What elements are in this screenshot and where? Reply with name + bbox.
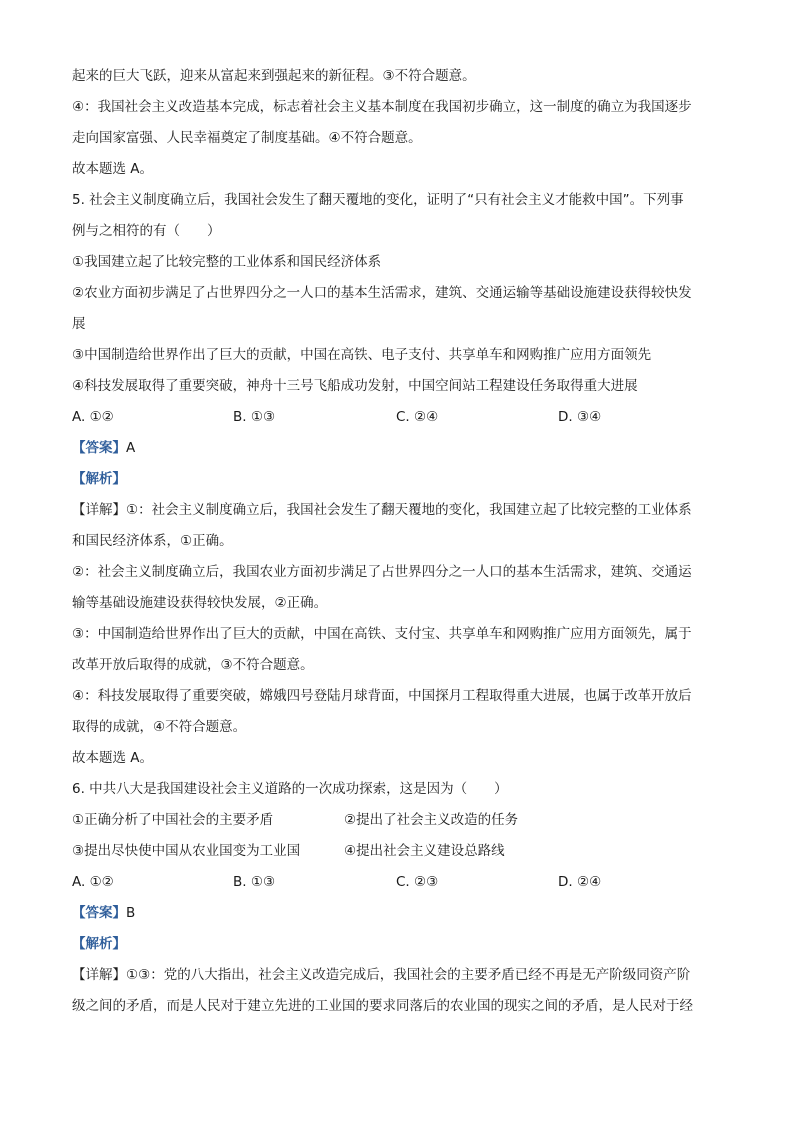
q5-explanation-4: ④：科技发展取得了重要突破，嫦娥四号登陆月球背面，中国探月工程取得重大进展，也属于改革开放后 bbox=[72, 688, 692, 704]
explanation-text: ①③：党的八大指出，社会主义改造完成后，我国社会的主要矛盾已经不再是无产阶级同资产阶 bbox=[126, 967, 691, 983]
paragraph-line: 故本题选 A。 bbox=[72, 161, 154, 177]
q6-option-b: B. ①③ bbox=[233, 874, 276, 890]
q6-statement-1: ①正确分析了中国社会的主要矛盾 bbox=[72, 812, 274, 828]
q6-answer bbox=[72, 903, 722, 923]
q5-options bbox=[72, 407, 722, 427]
analysis-tag: 【解析】 bbox=[72, 471, 126, 487]
q6-analysis-tag bbox=[72, 934, 722, 954]
q6-explanation-1-cont: 级之间的矛盾，而是人民对于建立先进的工业国的要求同落后的农业国的现实之间的矛盾，是人民对于经 bbox=[72, 998, 693, 1014]
q5-explanation-3-cont: 改革开放后取得的成就，③不符合题意。 bbox=[72, 657, 314, 673]
q5-statement-3: ③中国制造给世界作出了巨大的贡献，中国在高铁、电子支付、共享单车和网购推广应用方面领先 bbox=[72, 347, 652, 363]
q6-statement-3: ③提出尽快使中国从农业国变为工业国 bbox=[72, 843, 301, 859]
q5-explanation-4-cont: 取得的成就，④不符合题意。 bbox=[72, 719, 247, 735]
q6-option-c: C. ②③ bbox=[396, 874, 439, 890]
q5-option-d: D. ③④ bbox=[558, 409, 602, 425]
q6-statements-row-1 bbox=[72, 810, 722, 830]
question-5-stem-cont: 例与之相符的有（ ） bbox=[72, 223, 221, 239]
q6-option-d: D. ②④ bbox=[558, 874, 602, 890]
q5-statement-2: ②农业方面初步满足了占世界四分之一人口的基本生活需求，建筑、交通运输等基础设施建设获得较快发 bbox=[72, 285, 692, 301]
q6-explanation-1 bbox=[72, 965, 722, 985]
q5-statement-2-cont: 展 bbox=[72, 316, 86, 332]
q6-option-a: A. ①② bbox=[72, 874, 114, 890]
q5-conclusion: 故本题选 A。 bbox=[72, 750, 154, 766]
answer-tag: 【答案】 bbox=[72, 905, 126, 921]
q5-answer bbox=[72, 438, 722, 458]
detail-tag: 【详解】 bbox=[72, 967, 126, 983]
q5-option-b: B. ①③ bbox=[233, 409, 276, 425]
q5-explanation-2: ②：社会主义制度确立后，我国农业方面初步满足了占世界四分之一人口的基本生活需求，建筑、交通运 bbox=[72, 564, 692, 580]
q5-statement-1: ①我国建立起了比较完整的工业体系和国民经济体系 bbox=[72, 254, 382, 270]
paragraph-line: ④：我国社会主义改造基本完成，标志着社会主义基本制度在我国初步确立，这一制度的确立为我国逐步 bbox=[72, 99, 692, 115]
q6-statement-4: ④提出社会主义建设总路线 bbox=[344, 843, 505, 859]
q5-statement-4: ④科技发展取得了重要突破，神舟十三号飞船成功发射，中国空间站工程建设任务取得重大进展 bbox=[72, 378, 638, 394]
answer-value: B bbox=[126, 905, 136, 921]
q5-analysis-tag bbox=[72, 469, 722, 489]
analysis-tag: 【解析】 bbox=[72, 936, 126, 952]
q5-explanation-1 bbox=[72, 500, 722, 520]
question-5-stem: 5. 社会主义制度确立后，我国社会发生了翻天覆地的变化，证明了“只有社会主义才能救中国”。下列事 bbox=[72, 192, 684, 208]
answer-value: A bbox=[126, 440, 136, 456]
paragraph-line: 起来的巨大飞跃，迎来从富起来到强起来的新征程。③不符合题意。 bbox=[72, 68, 476, 84]
q6-statements-row-2 bbox=[72, 841, 722, 861]
q5-explanation-1-cont: 和国民经济体系，①正确。 bbox=[72, 533, 233, 549]
detail-tag: 【详解】 bbox=[72, 502, 126, 518]
q5-explanation-3: ③：中国制造给世界作出了巨大的贡献，中国在高铁、支付宝、共享单车和网购推广应用方面领先，属于 bbox=[72, 626, 692, 642]
q6-statement-2: ②提出了社会主义改造的任务 bbox=[344, 812, 519, 828]
q6-options bbox=[72, 872, 722, 892]
explanation-text: ①：社会主义制度确立后，我国社会发生了翻天覆地的变化，我国建立起了比较完整的工业体系 bbox=[126, 502, 692, 518]
q5-option-a: A. ①② bbox=[72, 409, 114, 425]
q5-explanation-2-cont: 输等基础设施建设获得较快发展，②正确。 bbox=[72, 595, 328, 611]
paragraph-line: 走向国家富强、人民幸福奠定了制度基础。④不符合题意。 bbox=[72, 130, 422, 146]
question-6-stem: 6. 中共八大是我国建设社会主义道路的一次成功探索，这是因为（ ） bbox=[72, 781, 508, 797]
answer-tag: 【答案】 bbox=[72, 440, 126, 456]
q5-option-c: C. ②④ bbox=[396, 409, 439, 425]
